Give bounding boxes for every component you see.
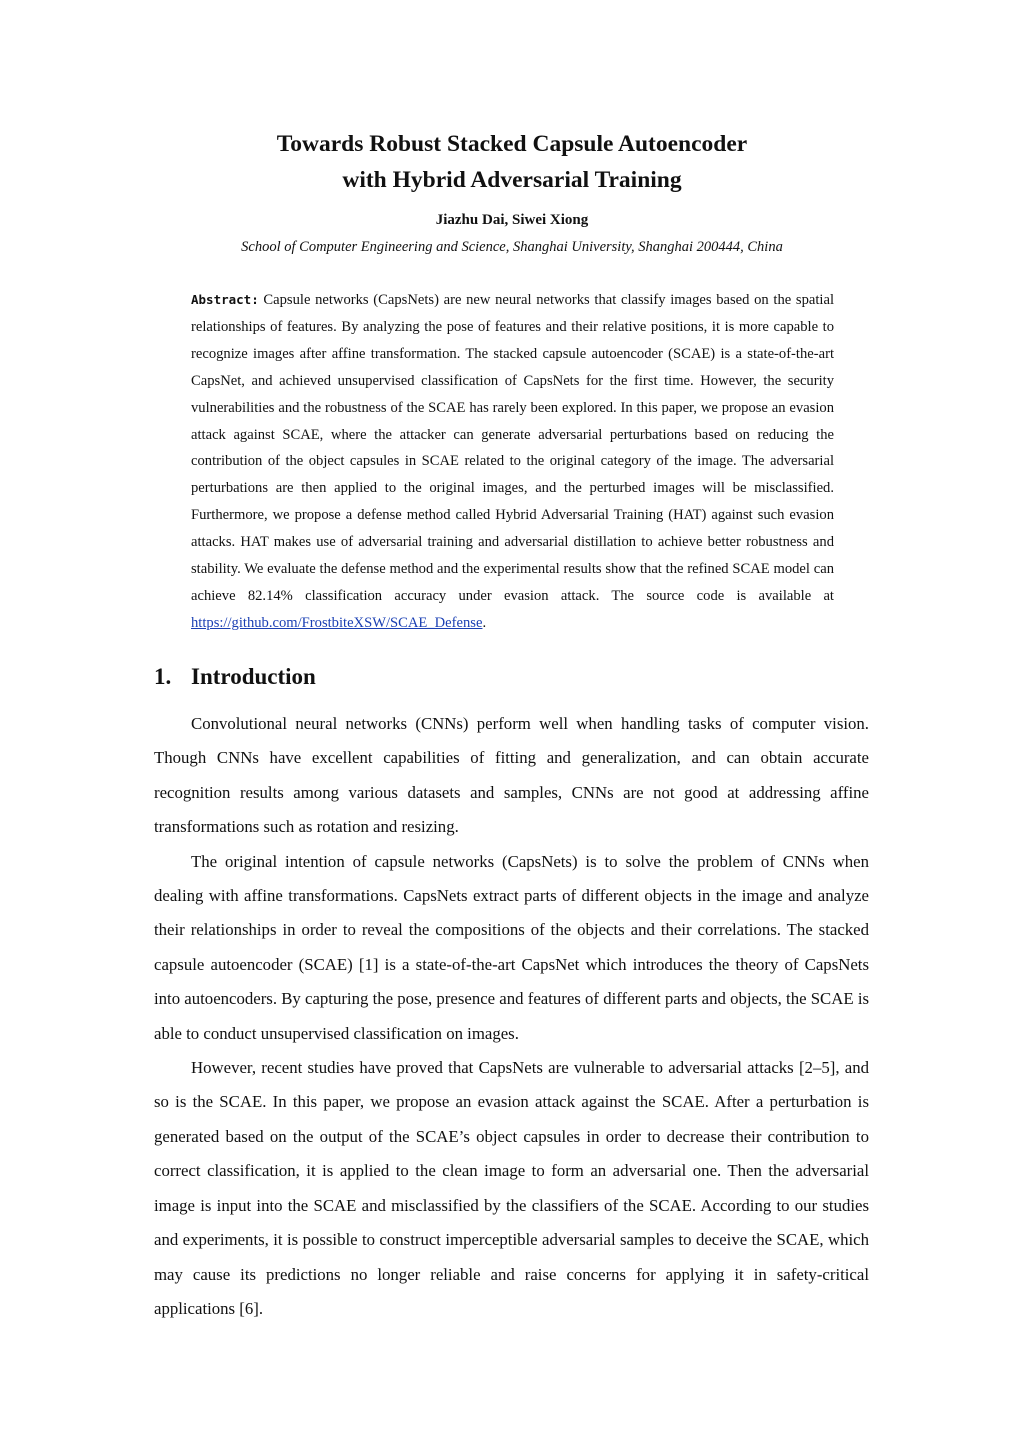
section-number: 1.	[154, 664, 172, 689]
paper-authors: Jiazhu Dai, Siwei Xiong	[435, 212, 589, 228]
abstract-label: Abstract:	[191, 292, 259, 307]
abstract-block	[191, 287, 834, 637]
abstract-text: Capsule networks (CapsNets) are new neural networks that classify images based on the spatial relationships of features. By analyzing the pose of features and their relative positions, it is more capable to recognize images after affine transformation. The stacked capsule autoencoder (SCAE) is a state-of-the-art CapsNet, and achieved unsupervised classification of CapsNets for the first time. However, the security vulnerabilities and the robustness of the SCAE has rarely been explored. In this paper, we propose an evasion attack against SCAE, where the attacker can generate adversarial perturbations based on reducing the contribution of the object capsules in SCAE related to the original category of the image. The adversarial perturbations are then applied to the original images, and the perturbed images will be misclassified. Furthermore, we propose a defense method called Hybrid Adversarial Training (HAT) against such evasion attacks. HAT makes use of adversarial training and adversarial distillation to achieve better robustness and stability. We evaluate the defense method and the experimental results show that the refined SCAE model can achieve 82.14% classification accuracy under evasion attack. The source code is available at	[191, 292, 834, 604]
paper-title-line-2: with Hybrid Adversarial Training	[342, 167, 682, 193]
introduction-body	[154, 707, 869, 1326]
section-title: Introduction	[191, 664, 316, 689]
paper-title-line-1: Towards Robust Stacked Capsule Autoencoder	[276, 131, 748, 157]
source-code-link[interactable]: https://github.com/FrostbiteXSW/SCAE_Defense	[191, 614, 483, 631]
paper-affiliation: School of Computer Engineering and Science, Shanghai University, Shanghai 200444, China	[241, 239, 783, 255]
body-paragraph: The original intention of capsule networks (CapsNets) is to solve the problem of CNNs when dealing with affine transformations. CapsNets extract parts of different objects in the image and analyze their relationships in order to reveal the compositions of the objects and their correlations. The stacked capsule autoencoder (SCAE) [1] is a state-of-the-art CapsNet which introduces the theory of CapsNets into autoencoders. By capturing the pose, presence and features of different parts and objects, the SCAE is able to conduct unsupervised classification on images.	[154, 851, 870, 1043]
section-heading-introduction	[154, 660, 316, 694]
abstract-end: .	[482, 614, 487, 631]
body-paragraph: However, recent studies have proved that CapsNets are vulnerable to adversarial attacks [2–5], and so is the SCAE. In this paper, we propose an evasion attack against the SCAE. After a perturbation is generated based on the output of the SCAE’s object capsules in order to decrease their contribution to correct classification, it is applied to the clean image to form an adversarial one. Then the adversarial image is input into the SCAE and misclassified by the classifiers of the SCAE. According to our studies and experiments, it is possible to construct imperceptible adversarial samples to deceive the SCAE, which may cause its predictions no longer reliable and raise concerns for applying it in safety-critical applications [6].	[154, 1058, 869, 1318]
paper-title	[0, 126, 1024, 198]
body-paragraph: Convolutional neural networks (CNNs) perform well when handling tasks of computer vision. Though CNNs have excellent capabilities of fitting and generalization, and can obtain accurate recognition results among various datasets and samples, CNNs are not good at addressing affine transformations such as rotation and resizing.	[154, 714, 869, 837]
